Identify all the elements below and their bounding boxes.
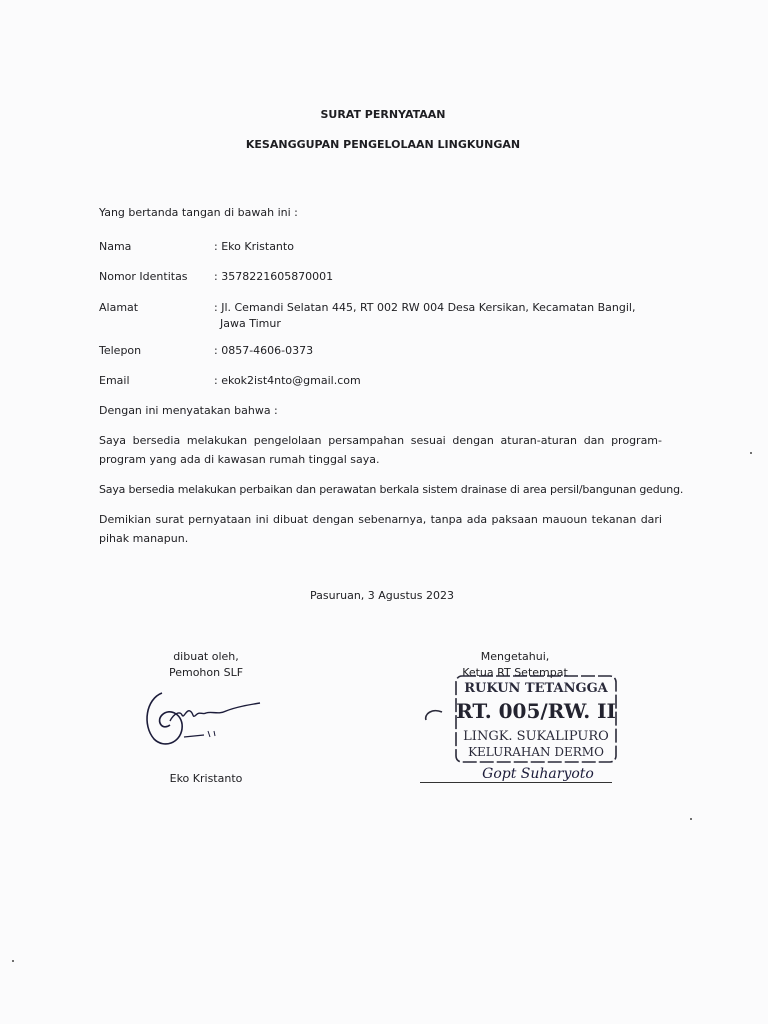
document-subtitle: KESANGGUPAN PENGELOLAAN LINGKUNGAN <box>245 138 521 151</box>
document-title: SURAT PERNYATAAN <box>320 108 446 121</box>
right-signature-underline <box>420 782 612 783</box>
field-value-alamat-line2: Jawa Timur <box>220 317 281 330</box>
paragraph-drainage: Saya bersedia melakukan perbaikan dan perawatan berkala sistem drainase di area persil/bangunan gedung. <box>99 483 684 496</box>
field-value-nama: : Eko Kristanto <box>214 240 294 253</box>
field-value-email: : ekok2ist4nto@gmail.com <box>214 374 361 387</box>
applicant-signature <box>140 685 270 755</box>
field-label-nomor-identitas: Nomor Identitas <box>99 270 188 283</box>
scan-speck <box>690 818 692 820</box>
left-signature-name: Eko Kristanto <box>169 772 243 785</box>
paragraph-closing: Demikian surat pernyataan ini dibuat dengan sebenarnya, tanpa ada paksaan mauoun tekanan dari pihak manapun. <box>99 513 662 545</box>
svg-text:Gopt Suharyoto: Gopt Suharyoto <box>482 766 594 782</box>
svg-text:RT. 005/RW. II: RT. 005/RW. II <box>456 699 616 723</box>
field-label-telepon: Telepon <box>99 344 142 357</box>
rt-official-stamp <box>418 670 618 790</box>
field-value-telepon: : 0857-4606-0373 <box>214 344 314 357</box>
svg-text:LINGK. SUKALIPURO: LINGK. SUKALIPURO <box>463 729 609 744</box>
field-value-nomor-identitas: : 3578221605870001 <box>214 270 334 283</box>
left-signature-line2: Pemohon SLF <box>168 666 244 679</box>
statement-intro: Dengan ini menyatakan bahwa : <box>99 404 278 417</box>
right-signature-line2: Ketua RT Setempat <box>462 666 568 679</box>
right-signature-line1: Mengetahui, <box>480 650 550 663</box>
left-signature-line1: dibuat oleh, <box>173 650 239 663</box>
field-label-alamat: Alamat <box>99 301 139 314</box>
scan-speck <box>12 960 14 962</box>
scan-speck <box>750 452 752 454</box>
svg-text:KELURAHAN DERMO: KELURAHAN DERMO <box>468 745 604 759</box>
field-value-alamat: : Jl. Cemandi Selatan 445, RT 002 RW 004 Desa Kersikan, Kecamatan Bangil, <box>214 301 636 314</box>
paragraph-waste: Saya bersedia melakukan pengelolaan persampahan sesuai dengan aturan-aturan dan program-program yang ada di kawasan rumah tinggal saya. <box>99 434 662 466</box>
field-label-email: Email <box>99 374 130 387</box>
place-date: Pasuruan, 3 Agustus 2023 <box>310 589 454 602</box>
svg-text:RUKUN TETANGGA: RUKUN TETANGGA <box>464 681 608 696</box>
intro-text: Yang bertanda tangan di bawah ini : <box>99 206 298 219</box>
field-label-nama: Nama <box>99 240 132 253</box>
